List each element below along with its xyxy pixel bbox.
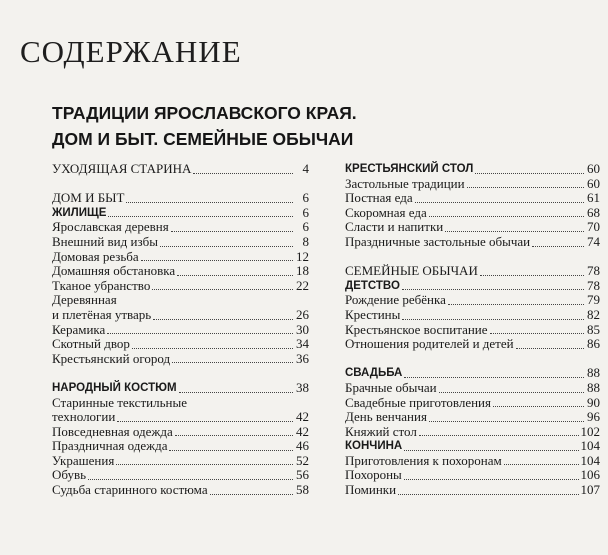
toc-entry-label: Постная еда [345,190,413,206]
toc-entry-page: 68 [587,204,600,220]
toc-entry-label: Украшения [52,452,115,468]
toc-entry-page: 12 [296,248,309,264]
dot-leader [210,494,293,495]
dot-leader [448,304,584,305]
toc-entry-label: УХОДЯЩАЯ СТАРИНА [52,161,192,176]
toc-entry-label: Деревянная [52,292,117,308]
dot-leader [404,479,579,480]
toc-entry [345,323,600,338]
book-title-line: ТРАДИЦИИ ЯРОСЛАВСКОГО КРАЯ. [52,103,357,123]
toc-entry-page: 88 [587,379,600,395]
toc-entry-page: 52 [296,452,309,468]
toc-entry [345,279,600,294]
dot-leader [490,333,584,334]
dot-leader [179,392,293,393]
toc-entry [345,191,600,206]
toc-entry [52,396,309,425]
toc-entry-page: 79 [587,292,600,308]
toc-entry-label: Обувь [52,467,87,483]
dot-leader [193,173,293,174]
dot-leader [132,348,293,349]
toc-entry-label: Скоромная еда [345,204,427,220]
toc-entry-label: Праздничные застольные обычаи [345,233,531,249]
toc-entry [52,425,309,440]
toc-entry-label: Домашняя обстановка [52,263,176,279]
toc-entry-label: ДЕТСТВО [345,279,400,292]
toc-entry-page: 60 [587,175,600,191]
dot-leader [171,231,293,232]
toc-entry-page: 58 [296,482,309,498]
toc-entry-label: Крестьянский огород [52,350,171,366]
toc-entry-page: 46 [296,438,309,454]
toc-entry-page: 6 [302,204,309,220]
toc-entry [345,337,600,352]
dot-leader [108,216,293,217]
toc-entry-page: 70 [587,219,600,235]
dot-leader [141,260,293,261]
toc-entry [52,191,309,206]
toc-entry-label: Крестины [345,306,401,322]
toc-entry-label: Отношения родителей и детей [345,336,514,352]
dot-leader [172,362,293,363]
toc-entry-page: 88 [587,365,600,381]
dot-leader [493,406,584,407]
toc-entry-page: 102 [580,423,600,439]
dot-leader [404,450,578,451]
toc-entry-page: 22 [296,277,309,293]
dot-leader [177,275,293,276]
toc-entry-label: Поминки [345,482,397,498]
dot-leader [160,246,293,247]
toc-entry-page: 74 [587,233,600,249]
dot-leader [88,479,293,480]
dot-leader [439,392,584,393]
toc-entry-page: 30 [296,321,309,337]
toc-right-column [345,162,600,498]
toc-entry-label: Рождение ребёнка [345,292,446,308]
toc-entry [52,162,309,177]
toc-entry-page: 78 [587,263,600,279]
toc-left-column [52,162,309,498]
toc-entry-page: 107 [580,482,600,498]
toc-entry-label: Свадебные приготовления [345,394,491,410]
dot-leader [404,377,584,378]
toc-entry-label: Застольные традиции [345,175,465,191]
toc-entry-label: Домовая резьба [52,248,139,264]
dot-leader [445,231,584,232]
dot-leader [107,333,293,334]
toc-entry-label: Ярославская деревня [52,219,169,235]
toc-entry-label: Тканое убранство [52,277,151,293]
toc-entry [345,468,600,483]
toc-entry-page: 82 [587,306,600,322]
toc-entry-label: Похороны [345,467,402,483]
toc-entry-label: Приготовления к похоронам [345,452,502,468]
toc-entry [345,220,600,235]
toc-entry [52,220,309,235]
toc-entry-label: ЖИЛИЩЕ [52,206,107,219]
toc-entry [345,264,600,279]
toc-entry [345,381,600,396]
dot-leader [475,173,584,174]
toc-entry [52,293,309,322]
dot-leader [169,450,293,451]
toc-entry [52,264,309,279]
toc-entry [345,410,600,425]
toc-entry-page: 42 [296,409,309,425]
dot-leader [175,435,293,436]
dot-leader [116,464,293,465]
dot-leader [429,421,584,422]
toc-entry [52,468,309,483]
toc-entry [345,483,600,498]
toc-entry-page: 36 [296,350,309,366]
toc-entry-label: НАРОДНЫЙ КОСТЮМ [52,381,177,394]
toc-entry-page: 42 [296,423,309,439]
dot-leader [516,348,584,349]
toc-entry-label: Сласти и напитки [345,219,444,235]
dot-leader [398,494,578,495]
toc-entry [52,250,309,265]
toc-entry-label: Скотный двор [52,336,130,352]
toc-entry-label: КОНЧИНА [345,440,403,453]
toc-entry [52,483,309,498]
toc-entry-page: 38 [296,379,309,395]
toc-entry [52,323,309,338]
dot-leader [419,435,579,436]
toc-entry-label: СВАДЬБА [345,367,403,380]
dot-leader [429,216,584,217]
dot-leader [532,246,584,247]
toc-entry-label: Крестьянское воспитание [345,321,488,337]
toc-entry [345,425,600,440]
toc-entry-page: 106 [580,467,600,483]
toc-entry-page: 61 [587,190,600,206]
dot-leader [504,464,579,465]
toc-entry [345,454,600,469]
toc-entry [345,439,600,454]
toc-entry [345,235,600,250]
toc-entry [52,381,309,396]
toc-entry [52,279,309,294]
toc-entry-page: 4 [302,161,309,176]
toc-entry-label: Старинные текстильные [52,394,187,410]
toc-entry [52,337,309,352]
toc-entry-label: День венчания [345,409,427,425]
dot-leader [402,319,584,320]
dot-leader [126,202,293,203]
toc-entry-label: Княжий стол [345,423,417,439]
toc-entry-page: 86 [587,336,600,352]
toc-entry [345,396,600,411]
toc-entry-label: технологии [52,409,116,425]
dot-leader [402,289,584,290]
toc-entry-page: 78 [587,277,600,293]
dot-leader [153,319,293,320]
toc-entry-label: ДОМ И БЫТ [52,190,125,206]
toc-entry-label: КРЕСТЬЯНСКИЙ СТОЛ [345,163,474,175]
toc-entry [52,352,309,367]
dot-leader [467,187,584,188]
toc-entry [345,308,600,323]
toc-entry-page: 85 [587,321,600,337]
book-title [52,100,357,152]
toc-entry-page: 104 [580,452,600,468]
toc-entry-label: Внешний вид избы [52,233,158,249]
toc-entry-label: Керамика [52,321,106,337]
dot-leader [117,421,293,422]
toc-entry [345,206,600,221]
toc-entry-page: 6 [302,219,309,235]
toc-entry-page: 6 [302,190,309,206]
toc-entry [52,439,309,454]
toc-entry [52,454,309,469]
toc-entry [52,235,309,250]
toc-entry-label: и плетёная утварь [52,306,152,322]
toc-entry-page: 60 [587,161,600,176]
page-title: СОДЕРЖАНИЕ [20,34,242,69]
toc-entry-label: Праздничная одежда [52,438,168,454]
toc-entry-page: 104 [580,438,600,454]
toc-entry-page: 34 [296,336,309,352]
toc-entry [345,162,600,177]
toc-entry-label: Судьба старинного костюма [52,482,208,498]
toc-entry [345,177,600,192]
dot-leader [152,289,293,290]
dot-leader [480,275,584,276]
dot-leader [415,202,584,203]
toc-entry-label: Повседневная одежда [52,423,173,439]
toc-entry-page: 56 [296,467,309,483]
toc-entry-page: 96 [587,409,600,425]
toc-entry-page: 90 [587,394,600,410]
toc-entry-page: 26 [296,306,309,322]
toc-entry-page: 8 [302,233,309,249]
toc-entry-label: СЕМЕЙНЫЕ ОБЫЧАИ [345,263,478,279]
toc-entry [345,293,600,308]
toc-entry [52,206,309,221]
toc-entry-page: 18 [296,263,309,279]
toc-entry [345,366,600,381]
toc-entry-label: Брачные обычаи [345,379,437,395]
book-title-line: ДОМ И БЫТ. СЕМЕЙНЫЕ ОБЫЧАИ [52,129,354,149]
